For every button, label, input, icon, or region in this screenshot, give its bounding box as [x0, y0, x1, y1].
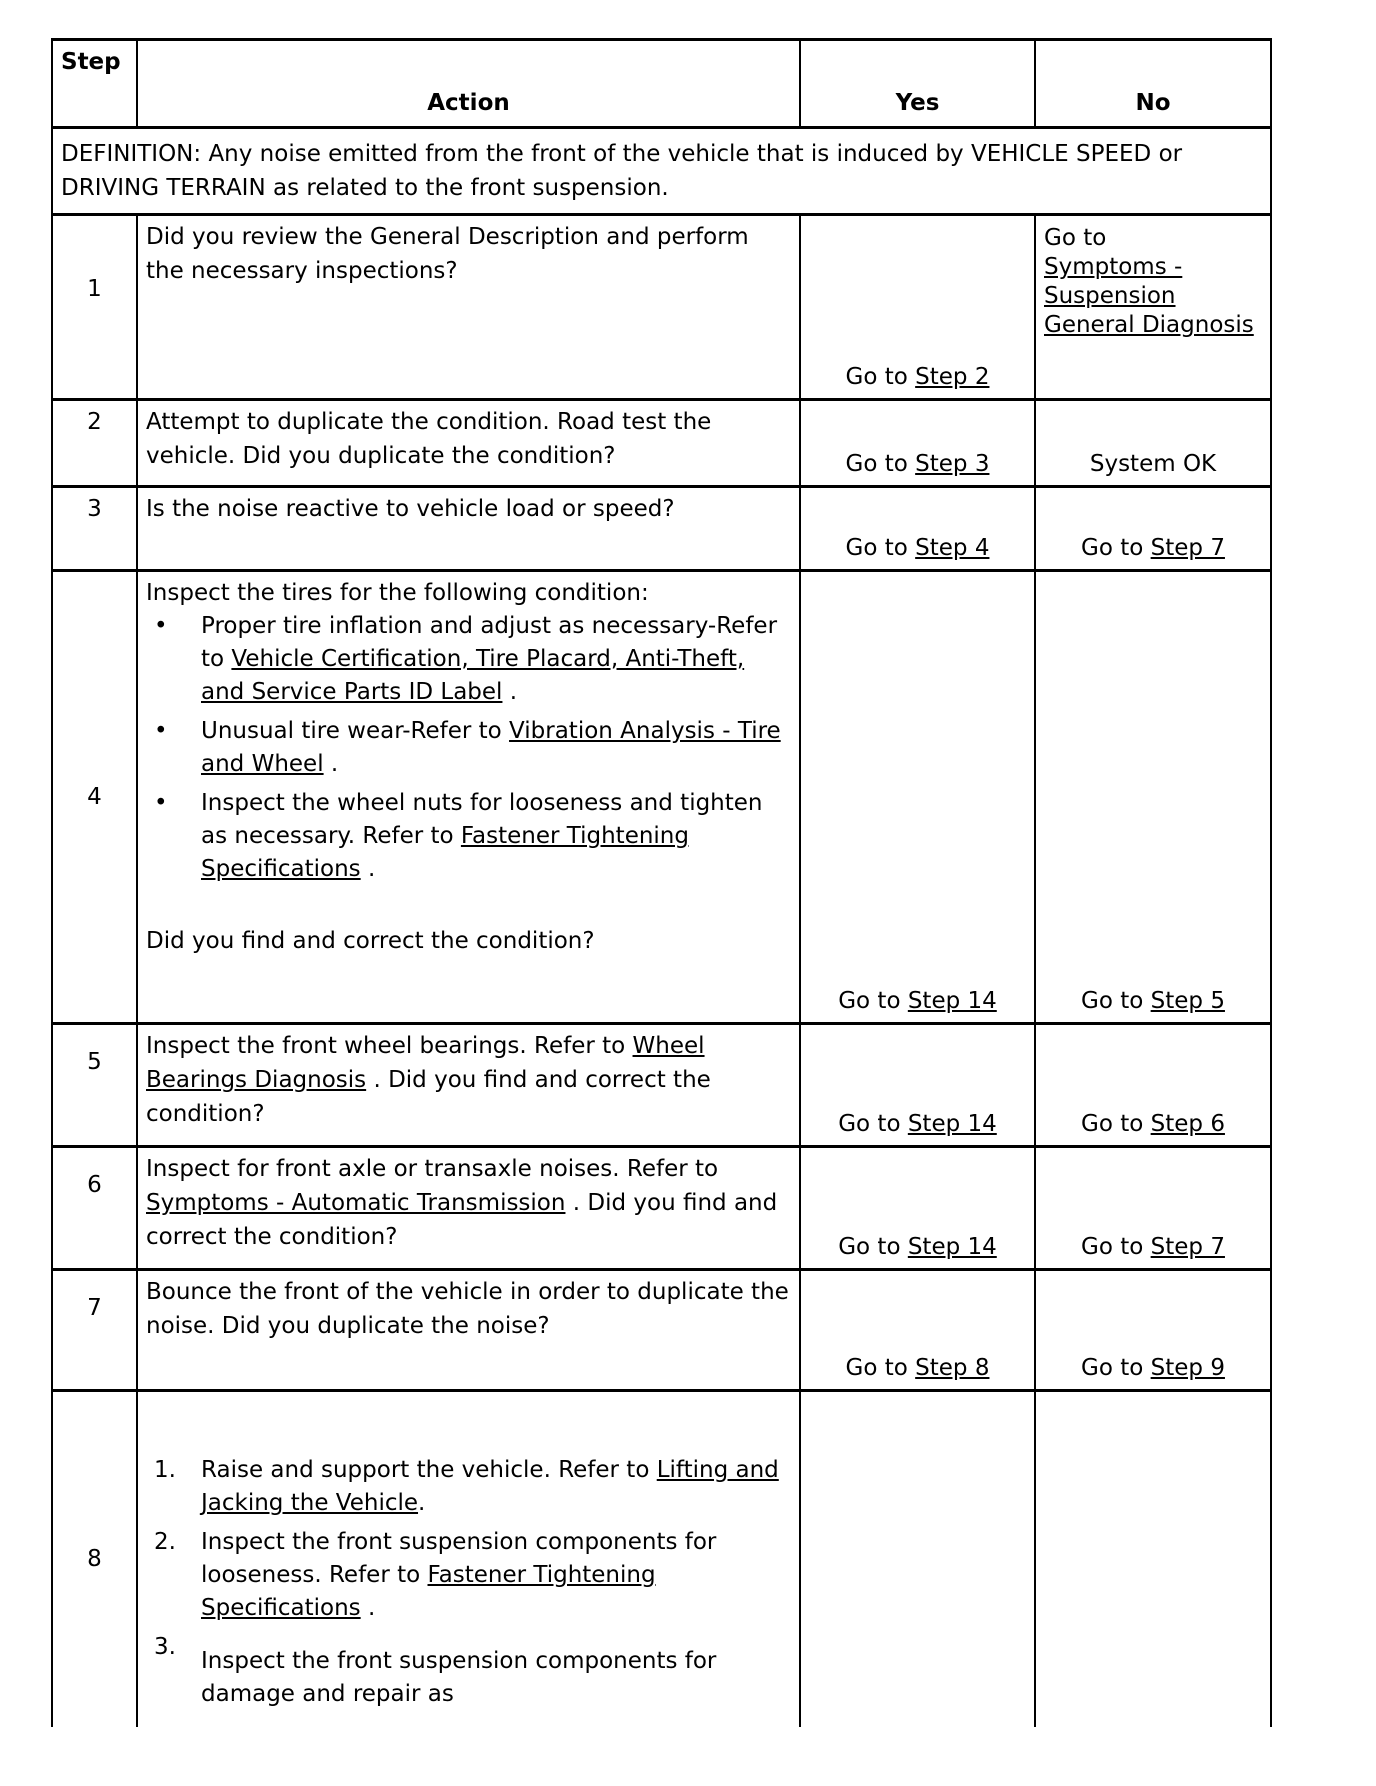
goto-label: Go to	[845, 1355, 908, 1381]
link[interactable]: Vehicle Certification, Tire Placard, Anti-Theft, and Service Parts ID Label	[201, 646, 745, 705]
bullet-item	[146, 715, 791, 781]
action-intro: Inspect the tires for the following condition:	[146, 580, 649, 606]
yes-cell	[800, 1391, 1035, 1727]
table-row	[52, 1147, 1271, 1270]
link[interactable]: Lifting and Jacking the Vehicle	[201, 1457, 779, 1516]
item-text: Raise and support the vehicle. Refer to	[201, 1457, 650, 1483]
bullet-item	[146, 787, 791, 886]
step-number: 7	[52, 1270, 137, 1391]
step-number: 1	[52, 215, 137, 400]
step-number: 3	[52, 487, 137, 571]
bullet-text: Unusual tire wear-Refer to	[201, 718, 502, 744]
bullet-after: .	[502, 679, 518, 705]
bullet-after: .	[360, 856, 376, 882]
yes-cell	[800, 400, 1035, 487]
action-cell	[137, 1024, 800, 1147]
action-text: Is the noise reactive to vehicle load or speed?	[137, 487, 800, 571]
action-question: Did you find and correct the condition?	[146, 928, 595, 954]
header-action: Action	[137, 40, 800, 128]
table-row	[52, 1391, 1271, 1727]
yes-link[interactable]: Step 14	[907, 988, 997, 1014]
goto-label: Go to	[1081, 1111, 1144, 1137]
bullet-after: .	[323, 751, 339, 777]
no-cell	[1035, 1147, 1271, 1270]
yes-link[interactable]: Step 14	[907, 1234, 997, 1260]
definition-row	[52, 128, 1271, 215]
yes-link[interactable]: Step 2	[915, 364, 990, 390]
no-link[interactable]: Step 9	[1150, 1355, 1225, 1381]
link[interactable]: Fastener Tightening Specifications	[201, 823, 689, 882]
bullet-icon: •	[154, 790, 168, 816]
action-cell	[137, 1391, 800, 1727]
action-text: Attempt to duplicate the condition. Road test the vehicle. Did you duplicate the condition?	[137, 400, 800, 487]
link[interactable]: Fastener Tightening Specifications	[201, 1562, 656, 1621]
action-text: . Did you find and correct the condition?	[146, 1190, 778, 1250]
action-text: Inspect for front axle or transaxle noises. Refer to	[146, 1156, 719, 1182]
action-text: Bounce the front of the vehicle in order to duplicate the noise. Did you duplicate the noise?	[137, 1270, 800, 1391]
item-after: .	[360, 1595, 376, 1621]
goto-label: Go to	[845, 535, 908, 561]
table-row	[52, 571, 1271, 1024]
table-row	[52, 487, 1271, 571]
goto-label: Go to	[1081, 535, 1144, 561]
item-number: 3.	[154, 1634, 176, 1660]
link[interactable]: Symptoms - Automatic Transmission	[146, 1190, 566, 1216]
goto-label: Go to	[1081, 1355, 1144, 1381]
table-row	[52, 1270, 1271, 1391]
numbered-item	[146, 1631, 791, 1711]
no-cell	[1035, 215, 1271, 400]
bullet-text: Inspect the wheel nuts for looseness and tighten as necessary. Refer to	[201, 790, 763, 849]
table-row	[52, 1024, 1271, 1147]
item-text: Inspect the front suspension components for damage and repair as	[201, 1648, 717, 1707]
numbered-item	[146, 1454, 791, 1520]
action-cell	[137, 1147, 800, 1270]
bullet-icon: •	[154, 718, 168, 744]
action-text: . Did you find and correct the condition?	[146, 1067, 711, 1127]
yes-cell	[800, 487, 1035, 571]
diagnostic-table	[51, 38, 1272, 1727]
goto-label: Go to	[845, 364, 908, 390]
header-yes: Yes	[800, 40, 1035, 128]
item-after: .	[418, 1490, 426, 1516]
step-number: 4	[52, 571, 137, 1024]
link[interactable]: Vibration Analysis - Tire and Wheel	[201, 718, 781, 777]
goto-label: Go to	[845, 451, 908, 477]
definition-text: DEFINITION: Any noise emitted from the front of the vehicle that is induced by VEHICLE SPEED or DRIVING TERRAIN as related to the front suspension.	[52, 128, 1271, 215]
numbered-item	[146, 1526, 791, 1625]
bullet-text: Proper tire inflation and adjust as necessary-Refer to	[201, 613, 778, 672]
header-step: Step	[52, 40, 137, 128]
item-text: Inspect the front suspension components for looseness. Refer to	[201, 1529, 717, 1588]
bullet-icon: •	[154, 613, 168, 639]
no-cell	[1035, 487, 1271, 571]
no-link[interactable]: Step 6	[1150, 1111, 1225, 1137]
action-text: Did you review the General Description and perform the necessary inspections?	[137, 215, 800, 400]
action-cell	[137, 571, 800, 1024]
no-link[interactable]: Step 5	[1150, 988, 1225, 1014]
goto-label: Go to	[1044, 225, 1107, 251]
step-number: 8	[52, 1391, 137, 1727]
yes-link[interactable]: Step 14	[907, 1111, 997, 1137]
bullet-item	[146, 610, 791, 709]
action-text: Inspect the front wheel bearings. Refer to	[146, 1033, 626, 1059]
no-link[interactable]: Step 7	[1150, 1234, 1225, 1260]
table-row	[52, 400, 1271, 487]
goto-label: Go to	[838, 1234, 901, 1260]
header-row	[52, 40, 1271, 128]
yes-link[interactable]: Step 3	[915, 451, 990, 477]
yes-cell	[800, 1147, 1035, 1270]
yes-link[interactable]: Step 4	[915, 535, 990, 561]
no-cell	[1035, 1391, 1271, 1727]
link[interactable]: Wheel Bearings Diagnosis	[146, 1033, 705, 1093]
no-link[interactable]: Symptoms - Suspension General Diagnosis	[1044, 254, 1254, 338]
step-number: 6	[52, 1147, 137, 1270]
item-number: 1.	[154, 1457, 176, 1483]
table-row	[52, 215, 1271, 400]
no-cell	[1035, 1024, 1271, 1147]
yes-cell	[800, 1270, 1035, 1391]
yes-cell	[800, 215, 1035, 400]
yes-link[interactable]: Step 8	[915, 1355, 990, 1381]
step-number: 2	[52, 400, 137, 487]
goto-label: Go to	[1081, 1234, 1144, 1260]
no-cell: System OK	[1035, 400, 1271, 487]
yes-cell	[800, 1024, 1035, 1147]
step-number: 5	[52, 1024, 137, 1147]
goto-label: Go to	[838, 1111, 901, 1137]
item-number: 2.	[154, 1529, 176, 1555]
yes-cell	[800, 571, 1035, 1024]
no-cell	[1035, 1270, 1271, 1391]
no-cell	[1035, 571, 1271, 1024]
goto-label: Go to	[1081, 988, 1144, 1014]
no-link[interactable]: Step 7	[1150, 535, 1225, 561]
goto-label: Go to	[838, 988, 901, 1014]
header-no: No	[1035, 40, 1271, 128]
